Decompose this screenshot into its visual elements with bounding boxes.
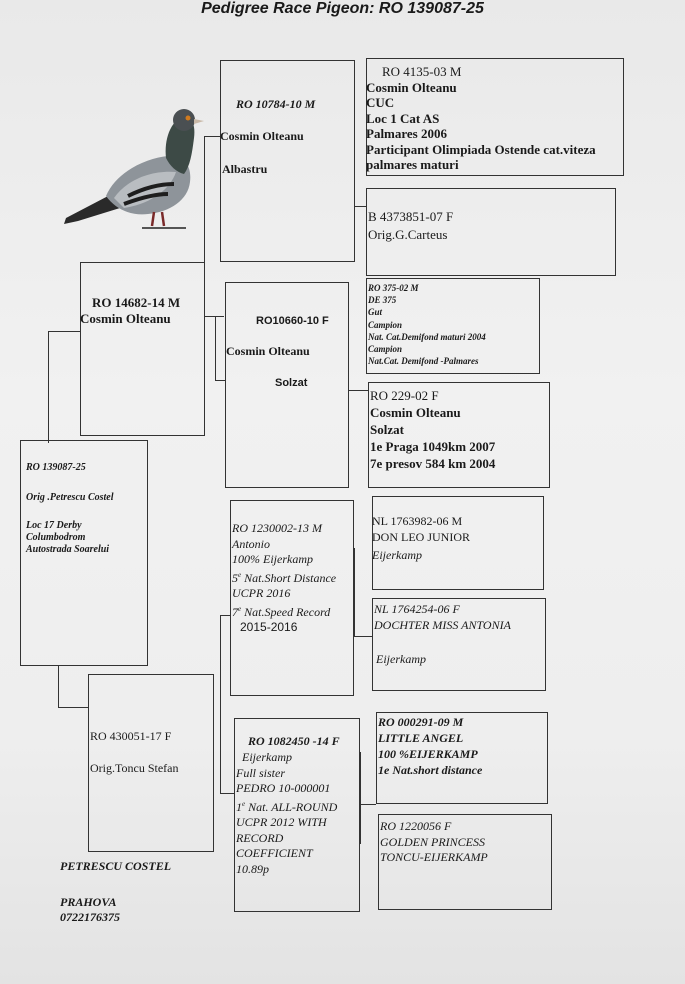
sdd-color: Solzat [370, 422, 404, 437]
subject-result: Autostrada Soarelui [26, 544, 110, 555]
sss-result: Participant Olimpiada Ostende cat.viteza [366, 141, 596, 157]
sire-ring: RO 14682-14 M [92, 295, 181, 310]
sire-sire-owner: Cosmin Olteanu [220, 129, 304, 143]
sss-text [366, 64, 596, 173]
connector-line [215, 380, 225, 381]
sds-result: Campion [368, 344, 403, 355]
dsd-ring: NL 1764254-06 F [374, 602, 460, 616]
dam-dam-result: Full sister [236, 765, 286, 780]
sire-dam-color: Solzat [275, 377, 308, 389]
dam-dam-result: PEDRO 10-000001 [236, 781, 331, 795]
breeder-region: PRAHOVA [60, 895, 117, 909]
sss-result: palmares maturi [366, 157, 459, 172]
connector-line [360, 752, 361, 844]
sire-sire-color: Albastru [222, 162, 268, 176]
connector-line [204, 316, 224, 317]
sds-text [368, 282, 486, 367]
sire-dam-owner: Cosmin Olteanu [226, 344, 310, 358]
dam-dam-text [236, 750, 337, 877]
dam-ring: RO 430051-17 F [90, 729, 172, 743]
dam-dam-strain: Eijerkamp [242, 750, 292, 764]
sire-sire-box [220, 60, 355, 262]
pigeon-beak [194, 119, 204, 124]
dam-dam-result: COEFFICIENT [236, 846, 313, 860]
sss-result: Loc 1 Cat AS [366, 110, 440, 126]
ddd-strain: TONCU-EIJERKAMP [380, 850, 488, 864]
dam-sire-text [232, 521, 336, 636]
connector-line [204, 136, 220, 137]
sds-result: Gut [368, 307, 383, 318]
subject-origin: Orig .Petrescu Costel [26, 492, 114, 503]
connector-line [360, 804, 376, 805]
sire-box [80, 262, 205, 436]
dam-sire-result: UCPR 2016 [232, 586, 291, 600]
dam-dam-result: RECORD [236, 830, 284, 845]
dsd-strain: Eijerkamp [376, 652, 426, 666]
sss-name: CUC [366, 95, 395, 110]
connector-line [220, 615, 221, 793]
dss-ring: NL 1763982-06 M [372, 514, 463, 528]
connector-line [58, 707, 88, 708]
sire-dam-ring: RO10660-10 F [256, 315, 329, 327]
dam-sire-name: Antonio [232, 536, 270, 551]
sss-ring: RO 4135-03 M [382, 64, 462, 79]
sdd-result: 1e Praga 1049km 2007 [370, 439, 496, 454]
connector-line [220, 793, 234, 794]
sds-result: Nat.Cat. Demifond -Palmares [368, 356, 479, 367]
connector-line [354, 206, 366, 207]
dam-dam-result: UCPR 2012 WITH [236, 815, 327, 829]
connector-line [58, 665, 59, 707]
dam-origin: Orig.Toncu Stefan [90, 761, 179, 775]
ddd-text [380, 819, 488, 866]
connector-line [48, 331, 80, 332]
dam-sire-result: 7e Nat.Speed Record [232, 604, 331, 619]
sds-ring: RO 375-02 M [368, 283, 419, 293]
sire-owner: Cosmin Olteanu [80, 311, 171, 326]
sdd-text [370, 387, 495, 472]
sss-owner: Cosmin Olteanu [366, 79, 457, 95]
connector-line [348, 390, 368, 391]
breeder-phone: 0722176375 [60, 910, 120, 924]
dds-name: LITTLE ANGEL [378, 731, 464, 745]
pigeon-eye [186, 116, 191, 121]
breeder-name: PETRESCU COSTEL [60, 859, 172, 873]
dsd-name: DOCHTER MISS ANTONIA [374, 618, 511, 632]
connector-line [354, 548, 355, 636]
pigeon-head [173, 109, 195, 131]
sire-sire-ring: RO 10784-10 M [236, 97, 316, 111]
dds-ring: RO 000291-09 M [378, 715, 464, 729]
dam-sire-strain: 100% Eijerkamp [232, 552, 313, 566]
connector-line [220, 615, 230, 616]
ddd-ring: RO 1220056 F [380, 819, 452, 833]
subject-result: Columbodrom [26, 532, 86, 543]
dds-result: 1e Nat.short distance [378, 763, 483, 777]
dam-dam-result: 10.89p [236, 861, 269, 876]
subject-result: Loc 17 Derby [26, 520, 82, 531]
ssd-origin: Orig.G.Carteus [368, 227, 448, 242]
connector-line [215, 316, 216, 380]
connector-line [354, 636, 372, 637]
dam-sire-result: 5e Nat.Short Distance [232, 570, 337, 585]
sds-result: Campion [368, 319, 403, 330]
dam-sire-ring: RO 1230002-13 M [232, 521, 322, 535]
sdd-ring: RO 229-02 F [370, 388, 439, 403]
sss-result: Palmares 2006 [366, 126, 447, 141]
dss-strain: Eijerkamp [372, 548, 422, 562]
dss-name: DON LEO JUNIOR [372, 530, 470, 544]
ddd-name: GOLDEN PRINCESS [380, 834, 485, 849]
dam-sire-result: 2015-2016 [240, 620, 298, 634]
sdd-owner: Cosmin Olteanu [370, 405, 461, 420]
dam-dam-result: 1e Nat. ALL-ROUND [236, 799, 338, 814]
dds-strain: 100 %EIJERKAMP [378, 747, 478, 761]
sdd-result: 7e presov 584 km 2004 [370, 456, 496, 471]
ssd-ring: B 4373851-07 F [368, 209, 454, 224]
connector-line [48, 331, 49, 443]
dds-text [378, 714, 482, 778]
pigeon-legs [152, 212, 164, 226]
sds-result: Nat. Cat.Demifond maturi 2004 [368, 331, 486, 342]
dam-dam-ring: RO 1082450 -14 F [248, 734, 340, 748]
subject-ring: RO 139087-25 [26, 462, 86, 473]
sds-result: DE 375 [368, 295, 397, 306]
pigeon-image [58, 100, 208, 240]
page-title: Pedigree Race Pigeon: RO 139087-25 [201, 0, 484, 17]
